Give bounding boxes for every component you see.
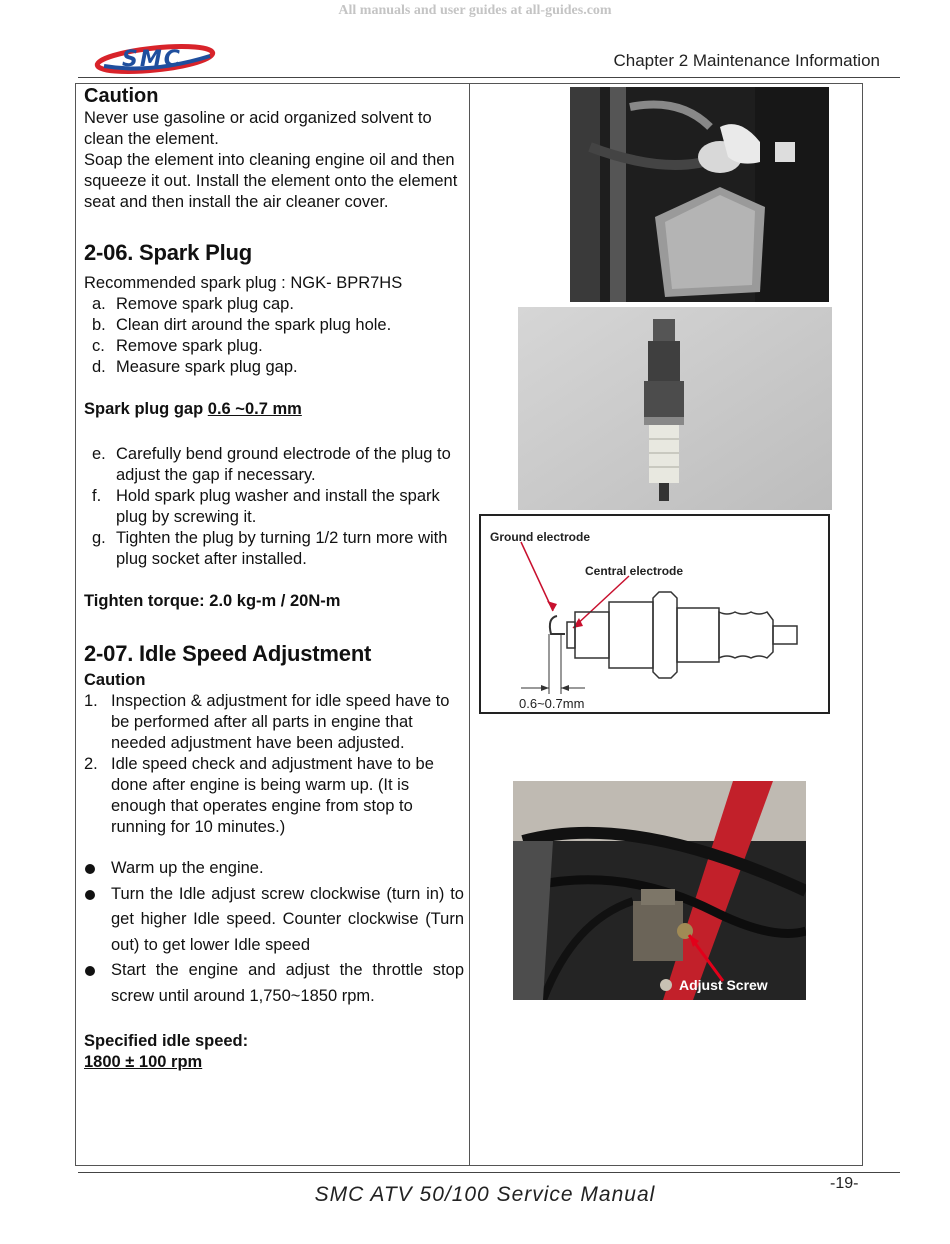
idle-numbered-list: [84, 691, 464, 838]
footer: [0, 1183, 950, 1207]
list-item: a. Remove spark plug cap.: [92, 295, 294, 313]
spark-steps-e-g: [84, 444, 464, 570]
list-item: 1. Inspection & adjustment for idle speed have to be performed after all parts in engine that needed adjustment have been adjusted.: [84, 692, 450, 752]
idle-bullet-list: [84, 856, 464, 1009]
page-number: -19-: [830, 1175, 859, 1192]
header-rule: [78, 77, 900, 78]
spark-gap-spec: Spark plug gap 0.6 ~0.7 mm: [84, 400, 302, 418]
smc-logo: [92, 38, 218, 78]
list-item: f. Hold spark plug washer and install the spark plug by screwing it.: [92, 487, 440, 526]
idle-heading: 2-07. Idle Speed Adjustment: [84, 641, 372, 666]
idle-caution-label: Caution: [84, 671, 146, 689]
central-electrode-label: Central electrode: [585, 564, 684, 578]
list-item: Warm up the engine.: [84, 856, 464, 882]
list-item: 2. Idle speed check and adjustment have to be done after engine is being warm up. (It is enough that operates engine from stop to running for 10 minutes.): [84, 755, 434, 836]
air-cleaner-photo: [570, 87, 829, 302]
chapter-title: Chapter 2 Maintenance Information: [613, 51, 880, 70]
caution-text-1: Never use gasoline or acid organized solvent to clean the element.: [84, 109, 432, 148]
list-item: d. Measure spark plug gap.: [92, 358, 298, 376]
spark-plug-photo: [518, 307, 832, 510]
idle-spec-label: Specified idle speed:: [84, 1032, 249, 1050]
column-divider: [469, 83, 470, 1166]
list-item: g. Tighten the plug by turning 1/2 turn more with plug socket after installed.: [92, 529, 448, 568]
list-item: Turn the Idle adjust screw clockwise (turn in) to get higher Idle speed. Counter clockwise (Turn out) to get lower Idle speed: [84, 882, 464, 959]
manual-title: SMC ATV 50/100 Service Manual: [314, 1183, 656, 1206]
caution-text-2: Soap the element into cleaning engine oil and then squeeze it out. Install the element onto the element seat and then install the air cleaner cover.: [84, 151, 458, 211]
gap-measure-label: 0.6~0.7mm: [519, 696, 585, 711]
text-column: [84, 84, 464, 1073]
caution-heading: Caution: [84, 85, 159, 107]
spark-plug-heading: 2-06. Spark Plug: [84, 240, 252, 265]
tighten-torque: Tighten torque: 2.0 kg-m / 20N-m: [84, 592, 341, 610]
svg-text:SMC: SMC: [122, 47, 182, 72]
recommended-plug: Recommended spark plug : NGK- BPR7HS: [84, 274, 403, 292]
list-item: Start the engine and adjust the throttle stop screw until around 1,750~1850 rpm.: [84, 958, 464, 1009]
idle-spec-value: 1800 ± 100 rpm: [84, 1053, 203, 1071]
electrode-diagram: [479, 514, 830, 714]
spark-steps-a-d: [84, 294, 464, 378]
ground-electrode-label: Ground electrode: [490, 530, 591, 544]
carburetor-photo: [513, 781, 806, 1000]
footer-rule: [78, 1172, 900, 1173]
list-item: c. Remove spark plug.: [92, 337, 263, 355]
adjust-screw-callout: Adjust Screw: [679, 977, 768, 993]
watermark: All manuals and user guides at all-guides.com: [338, 3, 612, 18]
list-item: e. Carefully bend ground electrode of the plug to adjust the gap if necessary.: [92, 445, 451, 484]
list-item: b. Clean dirt around the spark plug hole.: [92, 316, 392, 334]
